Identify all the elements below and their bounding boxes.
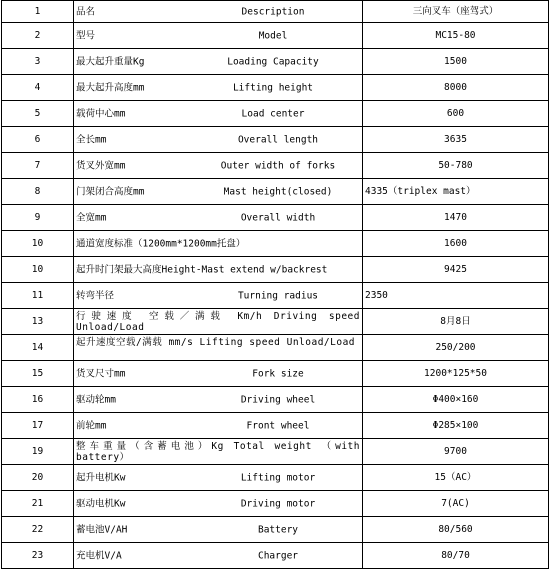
item-name-english: Lifting height: [232, 82, 314, 93]
item-name-chinese: 起升电机Kw: [76, 472, 126, 483]
item-value: 1500: [363, 49, 549, 75]
row-number: 17: [2, 413, 74, 439]
item-name-cell: [74, 387, 363, 413]
item-value: 50-780: [363, 153, 549, 179]
item-name-english: Lifting motor: [240, 472, 316, 483]
item-value: 7(AC): [363, 491, 549, 517]
spec-row: [2, 439, 549, 465]
row-number: 10: [2, 231, 74, 257]
item-name-english: Mast height(closed): [223, 186, 333, 197]
item-name-chinese: 转弯半径: [76, 290, 115, 301]
item-name-english: Overall width: [240, 212, 316, 223]
item-name-english: Battery: [257, 524, 299, 535]
spec-row: [2, 361, 549, 387]
spec-row: [2, 491, 549, 517]
item-name-chinese: 型号: [76, 30, 96, 41]
item-name-cell: [74, 231, 363, 257]
item-name-english: Outer width of forks: [220, 160, 336, 171]
row-number: 19: [2, 439, 74, 465]
spec-row: [2, 153, 549, 179]
item-value: Φ285×100: [363, 413, 549, 439]
row-number: 20: [2, 465, 74, 491]
item-name-cell: [74, 309, 363, 335]
item-name-english: Driving motor: [240, 498, 316, 509]
item-name-chinese: 最大起升重量Kg: [76, 56, 145, 67]
item-name-cell: [74, 257, 363, 283]
row-number: 2: [2, 23, 74, 49]
spec-row: [2, 205, 549, 231]
item-name-cell: [74, 153, 363, 179]
item-value: Φ400×160: [363, 387, 549, 413]
item-name-chinese: 驱动电机Kw: [76, 498, 126, 509]
item-value: 3635: [363, 127, 549, 153]
item-name-english: Fork size: [252, 368, 304, 379]
item-name-english: Load center: [241, 108, 305, 119]
item-name-chinese: 前轮mm: [76, 420, 107, 431]
item-name-cell: [74, 543, 363, 569]
spec-row: [2, 101, 549, 127]
item-name-cell: [74, 127, 363, 153]
spec-row: [2, 309, 549, 335]
item-name: 起升速度空载/满载 mm/s Lifting speed Unload/Load: [76, 337, 356, 348]
row-number: 15: [2, 361, 74, 387]
row-number: 22: [2, 517, 74, 543]
item-value: 250/200: [363, 335, 549, 361]
row-number: 4: [2, 75, 74, 101]
item-value: 2350: [363, 283, 549, 309]
item-name-chinese: 通道宽度标准（1200mm*1200mm托盘）: [76, 238, 246, 249]
spec-table: [1, 0, 549, 569]
row-number: 23: [2, 543, 74, 569]
item-name-chinese: 充电机V/A: [76, 550, 122, 561]
item-name-english: Driving wheel: [240, 394, 316, 405]
item-value: 9425: [363, 257, 549, 283]
item-name: 整车重量（含蓄电池）Kg Total weight （with battery）: [76, 441, 360, 463]
row-number: 9: [2, 205, 74, 231]
item-value: 1600: [363, 231, 549, 257]
row-number: 13: [2, 309, 74, 335]
row-number: 6: [2, 127, 74, 153]
item-name-chinese: 载荷中心mm: [76, 108, 126, 119]
item-name-cell: [74, 75, 363, 101]
row-number: 14: [2, 335, 74, 361]
item-name-english: Model: [258, 30, 288, 41]
item-name-cell: [74, 361, 363, 387]
row-number: 16: [2, 387, 74, 413]
item-name-chinese: 蓄电池V/AH: [76, 524, 128, 535]
item-value: 4335（triplex mast）: [363, 179, 549, 205]
spec-row: [2, 283, 549, 309]
item-name-english: Overall length: [237, 134, 319, 145]
item-name-english: Charger: [257, 550, 299, 561]
item-name-chinese: 全长mm: [76, 134, 107, 145]
spec-row: [2, 75, 549, 101]
spec-row: [2, 387, 549, 413]
item-name-cell: [74, 465, 363, 491]
item-name-cell: [74, 491, 363, 517]
item-name-cell: [74, 205, 363, 231]
item-value: 9700: [363, 439, 549, 465]
item-value: MC15-80: [363, 23, 549, 49]
spec-row: [2, 127, 549, 153]
spec-row: [2, 49, 549, 75]
item-name-cell: [74, 517, 363, 543]
item-name-cell: [74, 101, 363, 127]
item-name-chinese: 货叉尺寸mm: [76, 368, 126, 379]
item-name-english: Description: [241, 6, 305, 17]
item-value: 三向叉车（座驾式）: [363, 1, 549, 23]
item-name-cell: [74, 179, 363, 205]
item-name: 行驶速度 空载／满载 Km/h Driving speed Unload/Load: [76, 311, 360, 333]
item-name-chinese: 最大起升高度mm: [76, 82, 145, 93]
item-name-english: Turning radius: [237, 290, 319, 301]
item-name-chinese: 品名: [76, 6, 96, 17]
item-value: 600: [363, 101, 549, 127]
spec-row: [2, 335, 549, 361]
item-name-cell: [74, 413, 363, 439]
item-value: 8000: [363, 75, 549, 101]
item-value: 8月8日: [363, 309, 549, 335]
spec-row: [2, 413, 549, 439]
item-value: 80/70: [363, 543, 549, 569]
item-name-chinese: 门架闭合高度mm: [76, 186, 145, 197]
spec-row: [2, 1, 549, 23]
item-name-english: Front wheel: [246, 420, 310, 431]
item-name-cell: [74, 335, 363, 361]
row-number: 1: [2, 1, 74, 23]
spec-table-body: [2, 1, 549, 569]
row-number: 5: [2, 101, 74, 127]
row-number: 21: [2, 491, 74, 517]
item-value: 1200*125*50: [363, 361, 549, 387]
row-number: 7: [2, 153, 74, 179]
spec-row: [2, 257, 549, 283]
row-number: 10: [2, 257, 74, 283]
spec-row: [2, 23, 549, 49]
spec-row: [2, 465, 549, 491]
row-number: 8: [2, 179, 74, 205]
item-name-cell: [74, 439, 363, 465]
item-name-english: Loading Capacity: [227, 56, 319, 67]
row-number: 11: [2, 283, 74, 309]
item-name-chinese: 驱动轮mm: [76, 394, 116, 405]
item-name-chinese: 全宽mm: [76, 212, 107, 223]
spec-row: [2, 543, 549, 569]
spec-row: [2, 231, 549, 257]
spec-row: [2, 517, 549, 543]
item-name-cell: [74, 283, 363, 309]
spec-row: [2, 179, 549, 205]
item-name-chinese: 起升时门架最大高度Height-Mast extend w/backrest: [76, 264, 328, 275]
row-number: 3: [2, 49, 74, 75]
item-name-cell: [74, 23, 363, 49]
item-value: 80/560: [363, 517, 549, 543]
item-name-chinese: 货叉外宽mm: [76, 160, 126, 171]
item-value: 15（AC）: [363, 465, 549, 491]
item-name-cell: [74, 49, 363, 75]
item-value: 1470: [363, 205, 549, 231]
item-name-cell: [74, 1, 363, 23]
